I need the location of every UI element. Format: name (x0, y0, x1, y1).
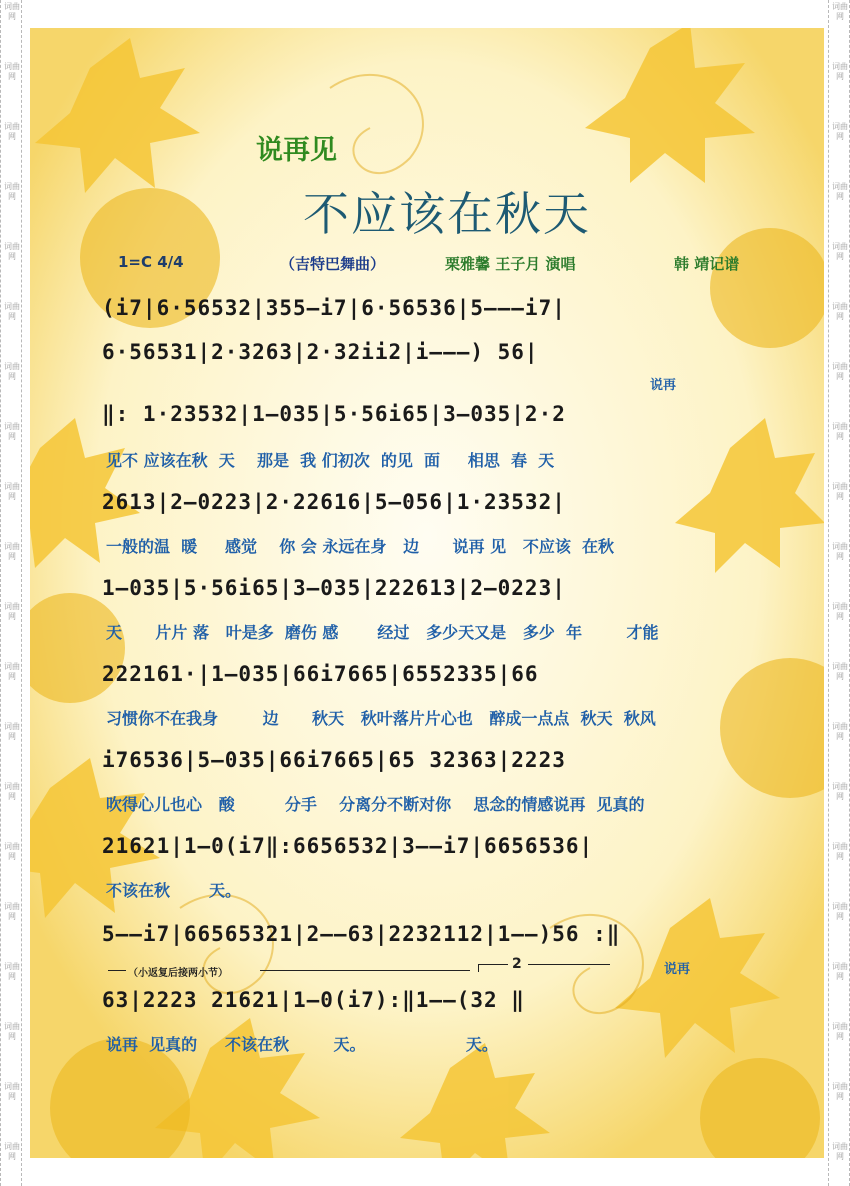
watermark: 词曲网 (4, 122, 20, 141)
notation-line-1: (i7|6·56532|355–i7|6·56536|5–––i7| (102, 296, 566, 320)
transcriber: 韩 靖记谱 (674, 255, 740, 273)
notation-line-5: 1–035|5·56i65|3–035|222613|2–0223| (102, 576, 566, 600)
lyrics-line-5: 天 片片 落 叶是多 磨伤 感 经过 多少天又是 多少 年 才能 (106, 623, 659, 642)
watermark: 词曲网 (4, 422, 20, 441)
watermark: 词曲网 (832, 62, 848, 81)
watermark: 词曲网 (832, 242, 848, 261)
key-signature: 1=C 4/4 (118, 253, 184, 271)
watermark: 词曲网 (4, 1142, 20, 1161)
lyrics-line-6: 习惯你不在我身 边 秋天 秋叶落片片心也 醉成一点点 秋天 秋风 (106, 709, 656, 728)
volta-line-left (478, 964, 508, 965)
notation-line-8: 21621|1–0(i7‖:6656532|3––i7|6656536| (102, 834, 594, 858)
lyrics-line-4: 一般的温 暖 感觉 你 会 永远在身 边 说再 见 不应该 在秋 (106, 537, 614, 556)
watermark: 词曲网 (832, 1082, 848, 1101)
watermark: 词曲网 (832, 422, 848, 441)
watermark: 词曲网 (832, 362, 848, 381)
watermark: 词曲网 (4, 362, 20, 381)
watermark: 词曲网 (832, 122, 848, 141)
watermark: 词曲网 (4, 2, 20, 21)
watermark: 词曲网 (832, 182, 848, 201)
watermark: 词曲网 (832, 602, 848, 621)
notation-line-2: 6·56531|2·3263|2·32ii2|i–––) 56| (102, 340, 539, 364)
watermark: 词曲网 (832, 902, 848, 921)
volta-number: 2 (512, 956, 522, 972)
watermark: 词曲网 (4, 602, 20, 621)
watermark: 词曲网 (4, 542, 20, 561)
left-watermark-strip (0, 0, 22, 1186)
watermark: 词曲网 (832, 1142, 848, 1161)
song-title-main: 不应该在秋天 (303, 187, 591, 241)
watermark: 词曲网 (4, 482, 20, 501)
volta-tick (478, 964, 479, 972)
watermark: 词曲网 (4, 62, 20, 81)
watermark: 词曲网 (4, 962, 20, 981)
bracket-line-right (260, 970, 470, 971)
song-title-small: 说再见 (256, 135, 337, 166)
watermark: 词曲网 (832, 1022, 848, 1041)
watermark: 词曲网 (832, 2, 848, 21)
score-sheet (30, 28, 824, 1158)
watermark: 词曲网 (4, 242, 20, 261)
lyrics-line-3: 见不 应该在秋 天 那是 我 们初次 的见 面 相思 春 天 (106, 451, 555, 470)
lyrics-line-7: 吹得心儿也心 酸 分手 分离分不断对你 思念的情感说再 见真的 (106, 795, 645, 814)
singers: 栗雅馨 王子月 演唱 (445, 255, 576, 273)
watermark: 词曲网 (832, 542, 848, 561)
watermark: 词曲网 (4, 782, 20, 801)
lyrics-line-10: 说再 见真的 不该在秋 天。 天。 (106, 1035, 498, 1054)
right-watermark-strip (828, 0, 850, 1186)
watermark: 词曲网 (4, 842, 20, 861)
notation-line-3: ‖: 1·23532|1–035|5·56i65|3–035|2·2 (102, 402, 566, 426)
notation-line-10: 63|2223 21621|1–0(i7):‖1––(32 ‖ (102, 988, 525, 1012)
watermark: 词曲网 (832, 842, 848, 861)
lyric-shuozai-2: 说再 (664, 962, 691, 977)
notation-line-9: 5––i7|66565321|2––63|2232112|1––)56 :‖ (102, 922, 621, 946)
watermark: 词曲网 (4, 662, 20, 681)
watermark: 词曲网 (4, 302, 20, 321)
watermark: 词曲网 (4, 722, 20, 741)
watermark: 词曲网 (4, 902, 20, 921)
bracket-line-left (108, 970, 126, 971)
watermark: 词曲网 (832, 302, 848, 321)
bracket-label: （小返复后接两小节） (128, 968, 228, 979)
watermark: 词曲网 (832, 962, 848, 981)
watermark: 词曲网 (4, 182, 20, 201)
watermark: 词曲网 (832, 722, 848, 741)
watermark: 词曲网 (4, 1022, 20, 1041)
watermark: 词曲网 (832, 662, 848, 681)
notation-line-6: 222161·|1–035|66i7665|6552335|66 (102, 662, 539, 686)
watermark: 词曲网 (832, 782, 848, 801)
notation-line-4: 2613|2–0223|2·22616|5–056|1·23532| (102, 490, 566, 514)
lyric-shuozai-1: 说再 (650, 378, 677, 393)
watermark: 词曲网 (4, 1082, 20, 1101)
watermark: 词曲网 (832, 482, 848, 501)
song-subtitle: （吉特巴舞曲） (280, 255, 386, 273)
lyrics-line-8: 不该在秋 天。 (106, 881, 241, 900)
notation-line-7: i76536|5–035|66i7665|65 32363|2223 (102, 748, 566, 772)
volta-line-right (528, 964, 610, 965)
